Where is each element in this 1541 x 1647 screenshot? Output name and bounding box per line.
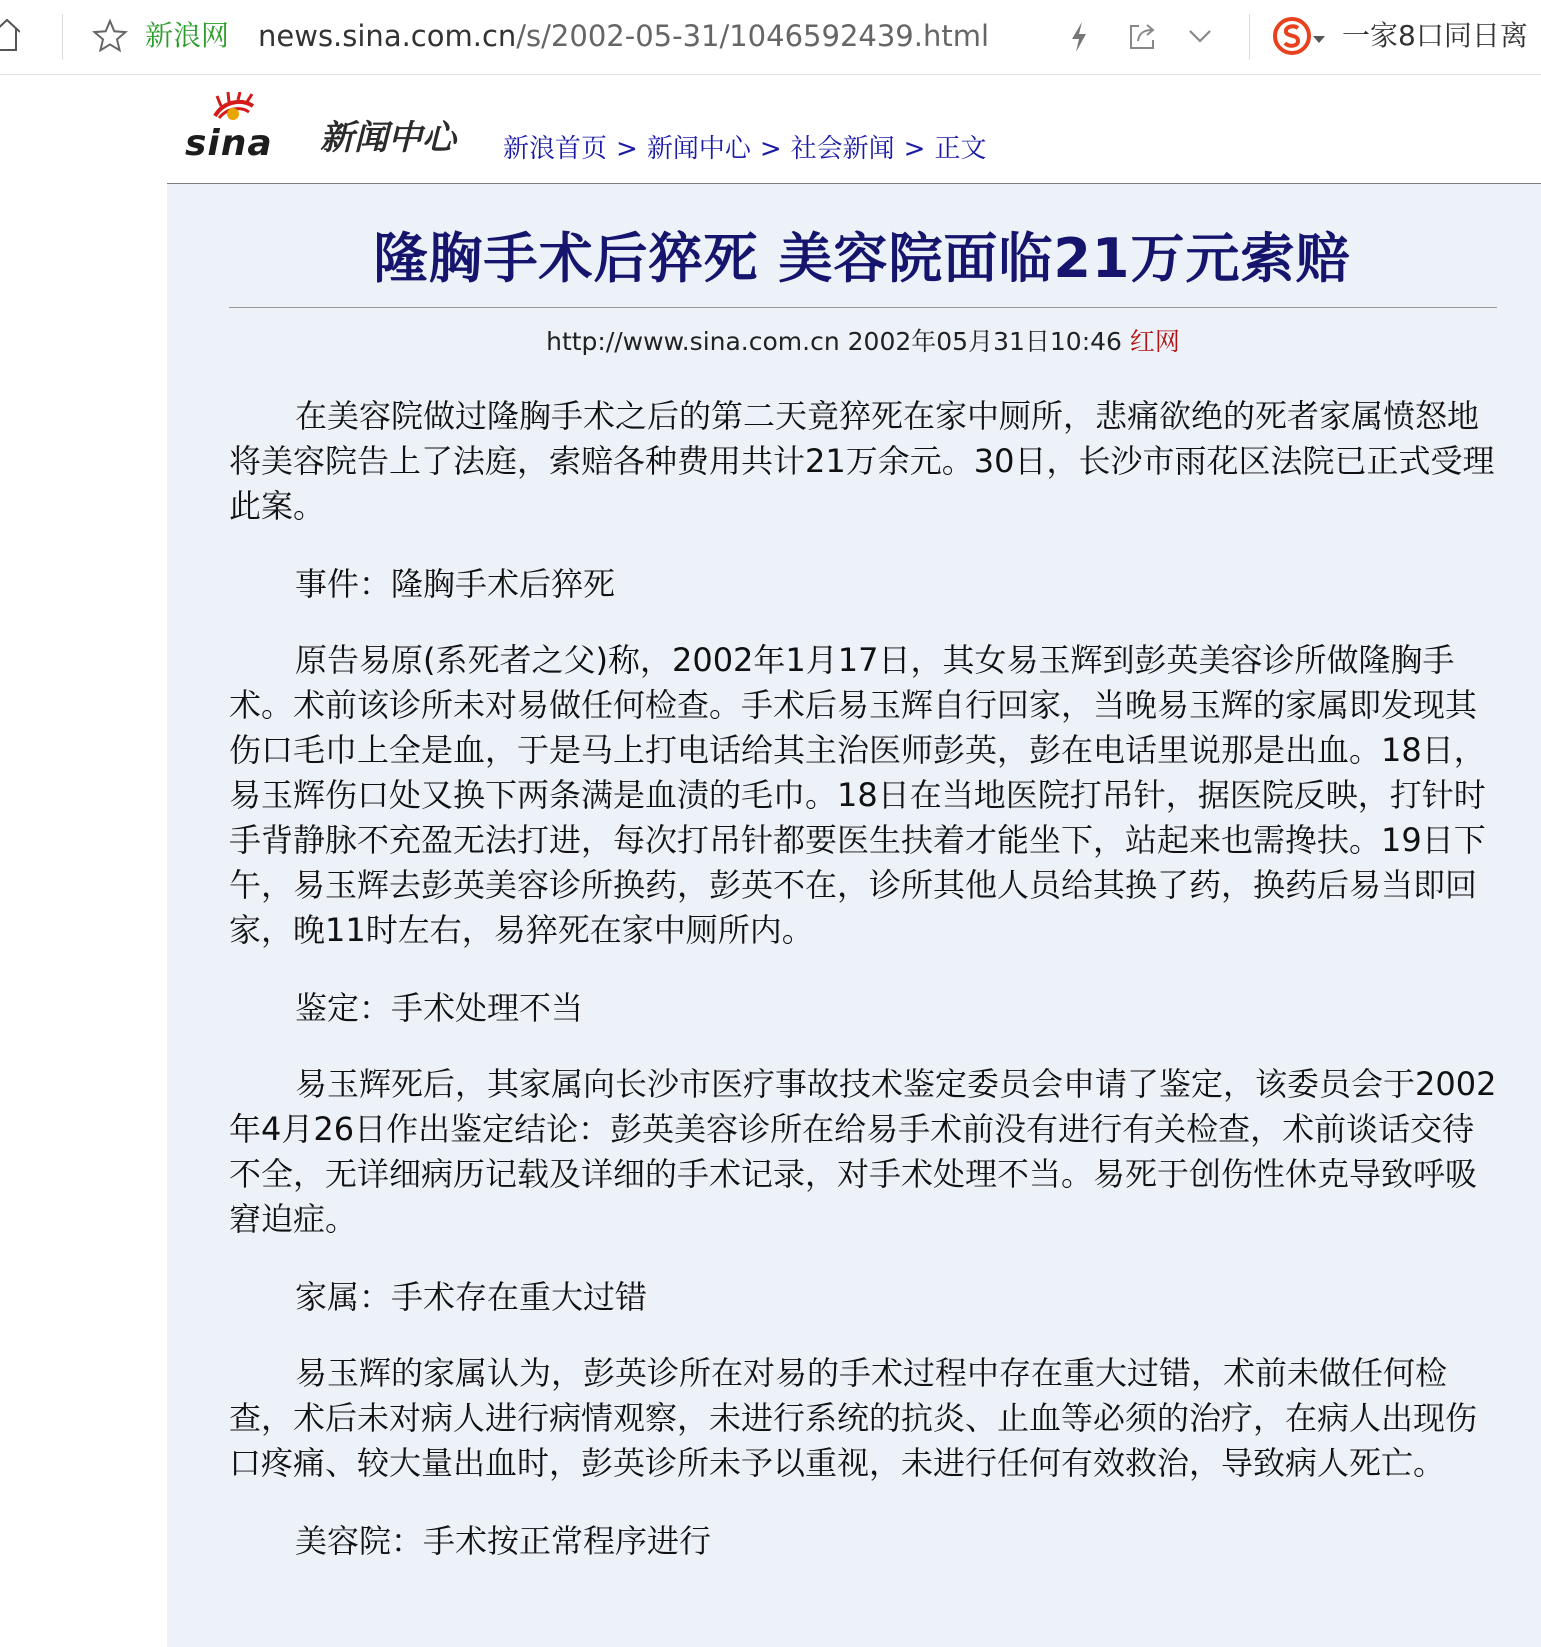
url-path: /s/2002-05-31/1046592439.html — [516, 19, 990, 53]
article-subheading: 美容院：手术按正常程序进行 — [295, 1522, 712, 1560]
sina-eye-logo — [215, 92, 253, 120]
sina-logo-text: sina — [185, 123, 273, 164]
headline-divider — [229, 307, 1497, 308]
star-icon[interactable] — [92, 18, 128, 58]
url-host: news.sina.com.cn — [258, 19, 517, 53]
news-ticker[interactable]: 一家8口同日离 — [1342, 19, 1528, 52]
sogou-icon[interactable] — [1272, 16, 1312, 60]
breadcrumb-separator: > — [616, 134, 638, 164]
article-body — [229, 394, 1499, 1595]
article-subheading: 事件：隆胸手术后猝死 — [295, 565, 616, 603]
url-field[interactable] — [258, 18, 989, 54]
share-icon[interactable] — [1126, 20, 1158, 56]
article-paragraph: 易玉辉的家属认为，彭英诊所在对易的手术过程中存在重大过错，术前未做任何检查，术后未对病人进行病情观察，未进行系统的抗炎、止血等必须的治疗，在病人出现伤口疼痛、较大量出血时，彭英诊所未予以重视，未进行任何有效救治，导致病人死亡。 — [229, 1354, 1478, 1482]
article-subheading: 家属：手术存在重大过错 — [295, 1278, 648, 1316]
home-icon[interactable] — [0, 18, 20, 56]
breadcrumb-home[interactable]: 新浪首页 — [503, 134, 608, 164]
breadcrumb-separator: > — [903, 134, 926, 164]
article-paragraph: 原告易原(系死者之父)称，2002年1月17日，其女易玉辉到彭英美容诊所做隆胸手术。术前该诊所未对易做任何检查。手术后易玉辉自行回家，当晚易玉辉的家属即发现其伤口毛巾上全是血，于是马上打电话给其主治医师彭英，彭在电话里说那是出血。18日，易玉辉伤口处又换下两条满是血渍的毛巾。18日在当地医院打吊针，据医院反映，打针时手背静脉不充盈无法打进，每次打吊针都要医生扶着才能坐下，站起来也需搀扶。19日下午，易玉辉去彭英美容诊所换药，彭英不在，诊所其他人员给其换了药，换药后易当即回家，晚11时左右，易猝死在家中厕所内。 — [229, 641, 1486, 949]
article-paragraph: 易玉辉死后，其家属向长沙市医疗事故技术鉴定委员会申请了鉴定，该委员会于2002年4月26日作出鉴定结论：彭英美容诊所在给易手术前没有进行有关检查，术前谈话交待不全，无详细病历记载及详细的手术记录，对手术处理不当。易死于创伤性休克导致呼吸窘迫症。 — [229, 1065, 1497, 1238]
site-name-badge[interactable]: 新浪网 — [145, 19, 230, 52]
article-paragraph: 在美容院做过隆胸手术之后的第二天竟猝死在家中厕所，悲痛欲绝的死者家属愤怒地将美容院告上了法庭，索赔各种费用共计21万余元。30日，长沙市雨花区法院已正式受理此案。 — [229, 397, 1495, 525]
breadcrumb-social-news[interactable]: 社会新闻 — [790, 134, 895, 164]
source-link[interactable]: 红网 — [1129, 327, 1180, 356]
article-panel — [167, 183, 1541, 1647]
browser-address-bar — [0, 0, 1541, 75]
sina-logo[interactable] — [185, 92, 295, 168]
breadcrumb-news-center[interactable]: 新闻中心 — [646, 134, 751, 164]
breadcrumb — [503, 131, 986, 167]
article-subheading: 鉴定：手术处理不当 — [295, 989, 584, 1027]
article-byline — [229, 324, 1497, 360]
toolbar-divider — [62, 14, 63, 60]
breadcrumb-separator: > — [759, 134, 782, 164]
article-headline: 隆胸手术后猝死 美容院面临21万元索赔 — [373, 227, 1351, 290]
section-title: 新闻中心 — [320, 118, 456, 158]
chevron-down-icon[interactable] — [1186, 26, 1214, 50]
lightning-icon[interactable] — [1067, 20, 1091, 58]
toolbar-divider — [1249, 14, 1250, 60]
caret-down-icon[interactable] — [1313, 29, 1325, 48]
breadcrumb-article[interactable]: 正文 — [934, 134, 987, 164]
byline-url-date: http://www.sina.com.cn 2002年05月31日10:46 — [546, 327, 1122, 356]
